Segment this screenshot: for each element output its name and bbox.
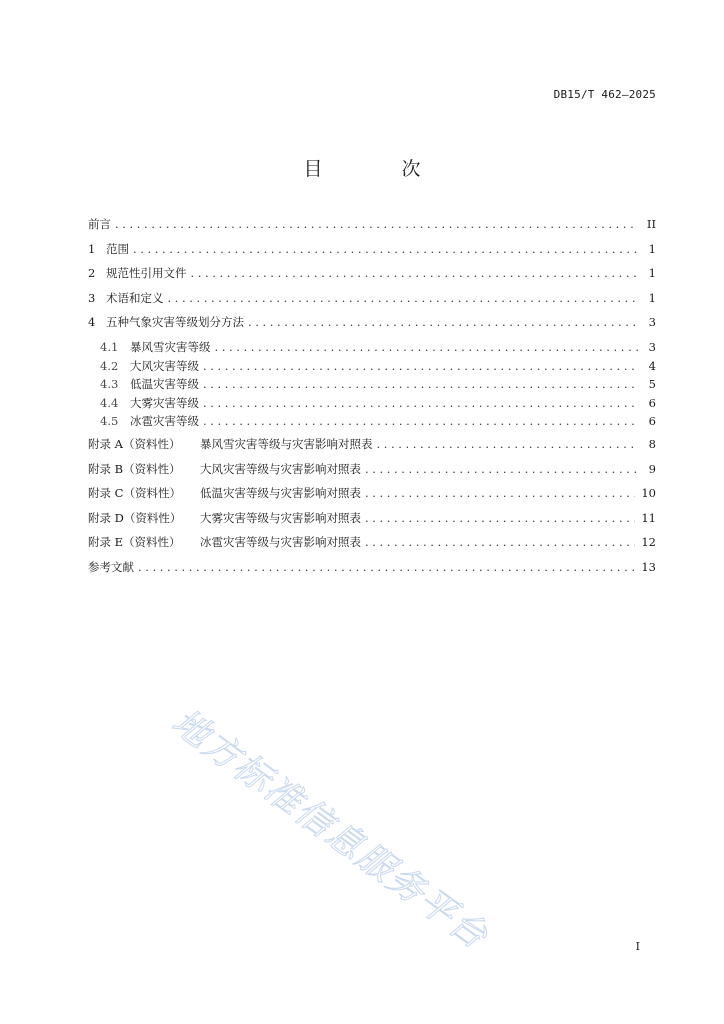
toc-entry-section-4[interactable] bbox=[88, 314, 656, 339]
toc-entry-number: 4 bbox=[88, 315, 96, 330]
toc-entry-label: 低温灾害等级与灾害影响对照表 bbox=[200, 486, 361, 501]
dot-leader bbox=[203, 359, 638, 373]
toc-entry-label: 冰雹灾害等级 bbox=[130, 414, 199, 429]
dot-leader bbox=[365, 511, 635, 525]
table-of-contents bbox=[88, 216, 656, 584]
dot-leader bbox=[133, 242, 638, 256]
toc-entry-section-2[interactable] bbox=[88, 265, 656, 290]
toc-entry-page: 5 bbox=[648, 377, 656, 392]
toc-entry-section-3[interactable] bbox=[88, 290, 656, 315]
toc-entry-appendix-d[interactable] bbox=[88, 510, 656, 535]
toc-entry-page: 1 bbox=[648, 241, 656, 256]
dot-leader bbox=[203, 414, 638, 428]
dot-leader bbox=[248, 315, 638, 329]
toc-entry-appendix-head: 附录 B（资料性） bbox=[88, 461, 181, 476]
dot-leader bbox=[203, 377, 638, 391]
toc-entry-number: 4.1 bbox=[100, 339, 119, 354]
toc-entry-page: 9 bbox=[648, 461, 656, 476]
toc-entry-appendix-head: 附录 D（资料性） bbox=[88, 510, 182, 525]
toc-entry-page: 12 bbox=[641, 535, 656, 550]
dot-leader bbox=[138, 560, 635, 574]
toc-entry-references[interactable] bbox=[88, 559, 656, 584]
toc-entry-subsection-4-2[interactable] bbox=[88, 358, 656, 377]
toc-entry-page: 6 bbox=[648, 395, 656, 410]
dot-leader bbox=[365, 486, 635, 500]
toc-entry-label: 参考文献 bbox=[88, 559, 134, 574]
toc-entry-label: 前言 bbox=[88, 217, 111, 231]
toc-entry-page: II bbox=[646, 217, 656, 231]
toc-entry-label: 大风灾害等级 bbox=[130, 358, 199, 373]
dot-leader bbox=[365, 462, 638, 476]
toc-entry-appendix-e[interactable] bbox=[88, 534, 656, 559]
toc-entry-page: 1 bbox=[648, 266, 656, 281]
toc-entry-page: 13 bbox=[641, 559, 656, 574]
toc-entry-appendix-head: 附录 A（资料性） bbox=[88, 436, 181, 451]
dot-leader bbox=[168, 291, 639, 305]
dot-leader bbox=[203, 396, 638, 410]
dot-leader bbox=[115, 217, 638, 231]
toc-entry-appendix-c[interactable] bbox=[88, 485, 656, 510]
toc-entry-number: 4.5 bbox=[100, 414, 119, 429]
toc-entry-appendix-head: 附录 C（资料性） bbox=[88, 486, 181, 501]
toc-entry-page: 11 bbox=[641, 510, 656, 525]
toc-title: 目 次 bbox=[303, 158, 451, 180]
toc-entry-number: 4.4 bbox=[100, 395, 119, 410]
toc-entry-appendix-b[interactable] bbox=[88, 461, 656, 486]
toc-entry-number: 4.3 bbox=[100, 377, 119, 392]
standard-code: DB15/T 462—2025 bbox=[553, 88, 656, 101]
toc-entry-number: 1 bbox=[88, 241, 96, 256]
toc-entry-subsection-4-3[interactable] bbox=[88, 376, 656, 395]
toc-entry-label: 大风灾害等级与灾害影响对照表 bbox=[200, 461, 361, 476]
toc-entry-label: 范围 bbox=[106, 241, 129, 256]
watermark: 地方标准信息服务平台 bbox=[164, 701, 496, 958]
dot-leader bbox=[215, 340, 639, 354]
dot-leader bbox=[191, 266, 639, 280]
toc-entry-subsection-4-5[interactable] bbox=[88, 413, 656, 436]
toc-entry-label: 规范性引用文件 bbox=[106, 266, 187, 281]
toc-entry-label: 大雾灾害等级与灾害影响对照表 bbox=[200, 510, 361, 525]
page-number: I bbox=[635, 940, 640, 953]
dot-leader bbox=[365, 535, 635, 549]
toc-entry-label: 大雾灾害等级 bbox=[130, 395, 199, 410]
toc-entry-label: 术语和定义 bbox=[106, 290, 164, 305]
toc-entry-number: 3 bbox=[88, 290, 96, 305]
toc-entry-label: 暴风雪灾害等级与灾害影响对照表 bbox=[200, 436, 373, 451]
toc-entry-label: 五种气象灾害等级划分方法 bbox=[106, 315, 244, 330]
toc-entry-page: 6 bbox=[648, 414, 656, 429]
toc-entry-subsection-4-1[interactable] bbox=[88, 339, 656, 358]
toc-entry-page: 3 bbox=[648, 339, 656, 354]
toc-entry-section-1[interactable] bbox=[88, 241, 656, 266]
toc-entry-page: 10 bbox=[641, 486, 656, 501]
toc-entry-subsection-4-4[interactable] bbox=[88, 395, 656, 414]
toc-entry-label: 暴风雪灾害等级 bbox=[130, 339, 211, 354]
toc-entry-appendix-head: 附录 E（资料性） bbox=[88, 535, 181, 550]
toc-entry-label: 低温灾害等级 bbox=[130, 377, 199, 392]
toc-entry-page: 8 bbox=[648, 436, 656, 451]
dot-leader bbox=[377, 437, 639, 451]
toc-entry-page: 3 bbox=[648, 315, 656, 330]
toc-entry-page: 1 bbox=[648, 290, 656, 305]
toc-entry-number: 4.2 bbox=[100, 358, 119, 373]
toc-entry-foreword[interactable] bbox=[88, 216, 656, 241]
toc-entry-appendix-a[interactable] bbox=[88, 436, 656, 461]
toc-entry-page: 4 bbox=[648, 358, 656, 373]
toc-entry-number: 2 bbox=[88, 266, 96, 281]
toc-entry-label: 冰雹灾害等级与灾害影响对照表 bbox=[200, 535, 361, 550]
